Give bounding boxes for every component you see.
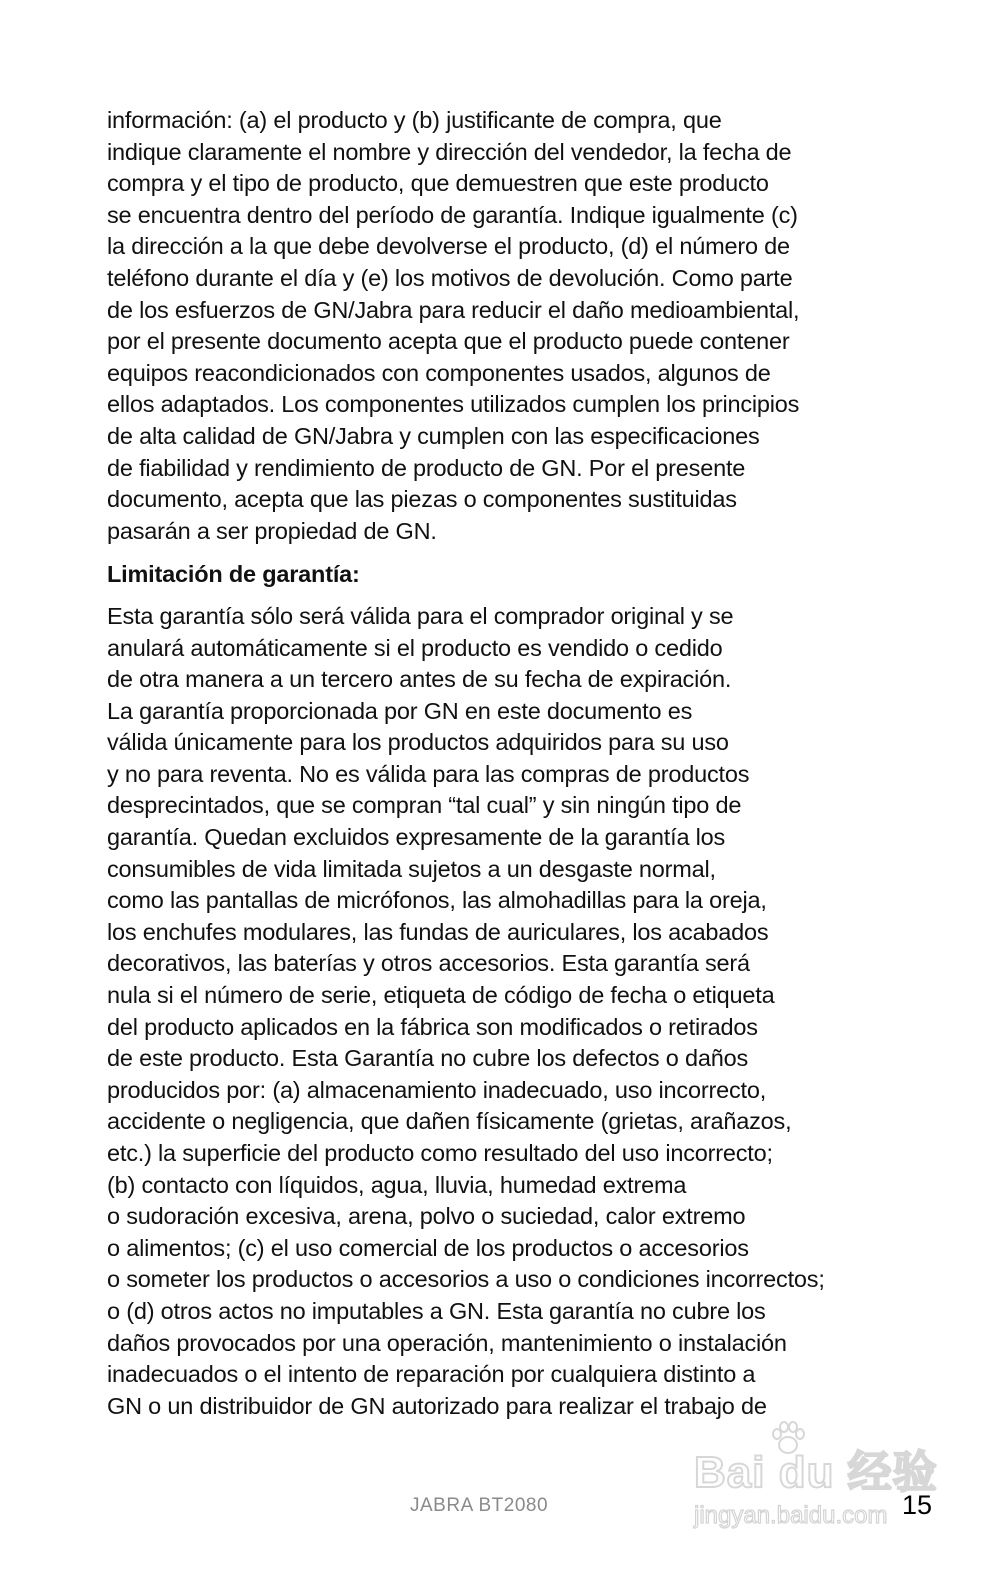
- text-line: ellos adaptados. Los componentes utilizados cumplen los principios: [107, 391, 800, 418]
- text-line: de alta calidad de GN/Jabra y cumplen con las especificaciones: [107, 422, 760, 449]
- watermark-url: jingyan.baidu.com: [694, 1502, 888, 1529]
- text-line: o someter los productos o accesorios a uso o condiciones incorrectos;: [107, 1266, 825, 1293]
- text-line: de este producto. Esta Garantía no cubre los defectos o daños: [107, 1045, 748, 1072]
- text-line: documento, acepta que las piezas o componentes sustituidas: [107, 486, 737, 513]
- text-line: la dirección a la que debe devolverse el producto, (d) el número de: [107, 233, 790, 260]
- text-line: La garantía proporcionada por GN en este documento es: [107, 697, 693, 724]
- text-line: consumibles de vida limitada sujetos a un desgaste normal,: [107, 855, 716, 882]
- page-number: 15: [902, 1490, 933, 1520]
- text-line: etc.) la superficie del producto como resultado del uso incorrecto;: [107, 1140, 773, 1166]
- text-line: accidente o negligencia, que dañen físicamente (grietas, arañazos,: [107, 1108, 792, 1135]
- text-line: de fiabilidad y rendimiento de producto de GN. Por el presente: [107, 454, 746, 481]
- text-line: o alimentos; (c) el uso comercial de los productos o accesorios: [107, 1234, 749, 1261]
- text-line: los enchufes modulares, las fundas de auriculares, los acabados: [107, 918, 769, 945]
- text-line: como las pantallas de micrófonos, las almohadillas para la oreja,: [107, 887, 767, 914]
- text-line: por el presente documento acepta que el producto puede contener: [107, 328, 790, 355]
- paragraph-proof-of-purchase: [107, 105, 877, 547]
- section-heading: Limitación de garantía:: [107, 561, 360, 588]
- watermark-logo-text: Bai du 经验: [694, 1448, 938, 1497]
- baidu-jingyan-watermark: [690, 1418, 938, 1538]
- text-line: indique claramente el nombre y dirección del vendedor, la fecha de: [107, 138, 792, 165]
- text-line: nula si el número de serie, etiqueta de código de fecha o etiqueta: [107, 982, 775, 1009]
- text-line: Esta garantía sólo será válida para el comprador original y se: [107, 602, 734, 629]
- footer-product-name: JABRA BT2080: [410, 1495, 549, 1516]
- text-line: daños provocados por una operación, mantenimiento o instalación: [107, 1329, 787, 1356]
- text-line: información: (a) el producto y (b) justificante de compra, que: [107, 107, 722, 133]
- text-line: o sudoración excesiva, arena, polvo o suciedad, calor extremo: [107, 1203, 746, 1230]
- text-line: válida únicamente para los productos adquiridos para su uso: [107, 729, 729, 756]
- text-line: de otra manera a un tercero antes de su fecha de expiración.: [107, 666, 732, 693]
- text-line: garantía. Quedan excluidos expresamente de la garantía los: [107, 824, 726, 851]
- text-line: equipos reacondicionados con componentes usados, algunos de: [107, 359, 771, 386]
- text-line: desprecintados, que se compran “tal cual” y sin ningún tipo de: [107, 792, 742, 819]
- text-line: compra y el tipo de producto, que demuestren que este producto: [107, 170, 769, 197]
- text-line: GN o un distribuidor de GN autorizado para realizar el trabajo de: [107, 1392, 767, 1419]
- paragraph-warranty-limitation: [107, 601, 877, 1422]
- text-line: teléfono durante el día y (e) los motivos de devolución. Como parte: [107, 264, 793, 291]
- text-line: (b) contacto con líquidos, agua, lluvia, humedad extrema: [107, 1171, 687, 1198]
- text-line: decorativos, las baterías y otros accesorios. Esta garantía será: [107, 950, 750, 977]
- text-line: anulará automáticamente si el producto es vendido o cedido: [107, 634, 723, 661]
- text-line: producidos por: (a) almacenamiento inadecuado, uso incorrecto,: [107, 1076, 767, 1103]
- text-line: inadecuados o el intento de reparación por cualquiera distinto a: [107, 1361, 756, 1388]
- text-line: de los esfuerzos de GN/Jabra para reducir el daño medioambiental,: [107, 296, 800, 323]
- text-line: o (d) otros actos no imputables a GN. Esta garantía no cubre los: [107, 1297, 766, 1324]
- text-line: y no para reventa. No es válida para las compras de productos: [107, 760, 750, 787]
- text-line: se encuentra dentro del período de garantía. Indique igualmente (c): [107, 201, 798, 228]
- text-line: pasarán a ser propiedad de GN.: [107, 517, 437, 544]
- text-line: del producto aplicados en la fábrica son modificados o retirados: [107, 1013, 758, 1040]
- page-body: [107, 105, 877, 1422]
